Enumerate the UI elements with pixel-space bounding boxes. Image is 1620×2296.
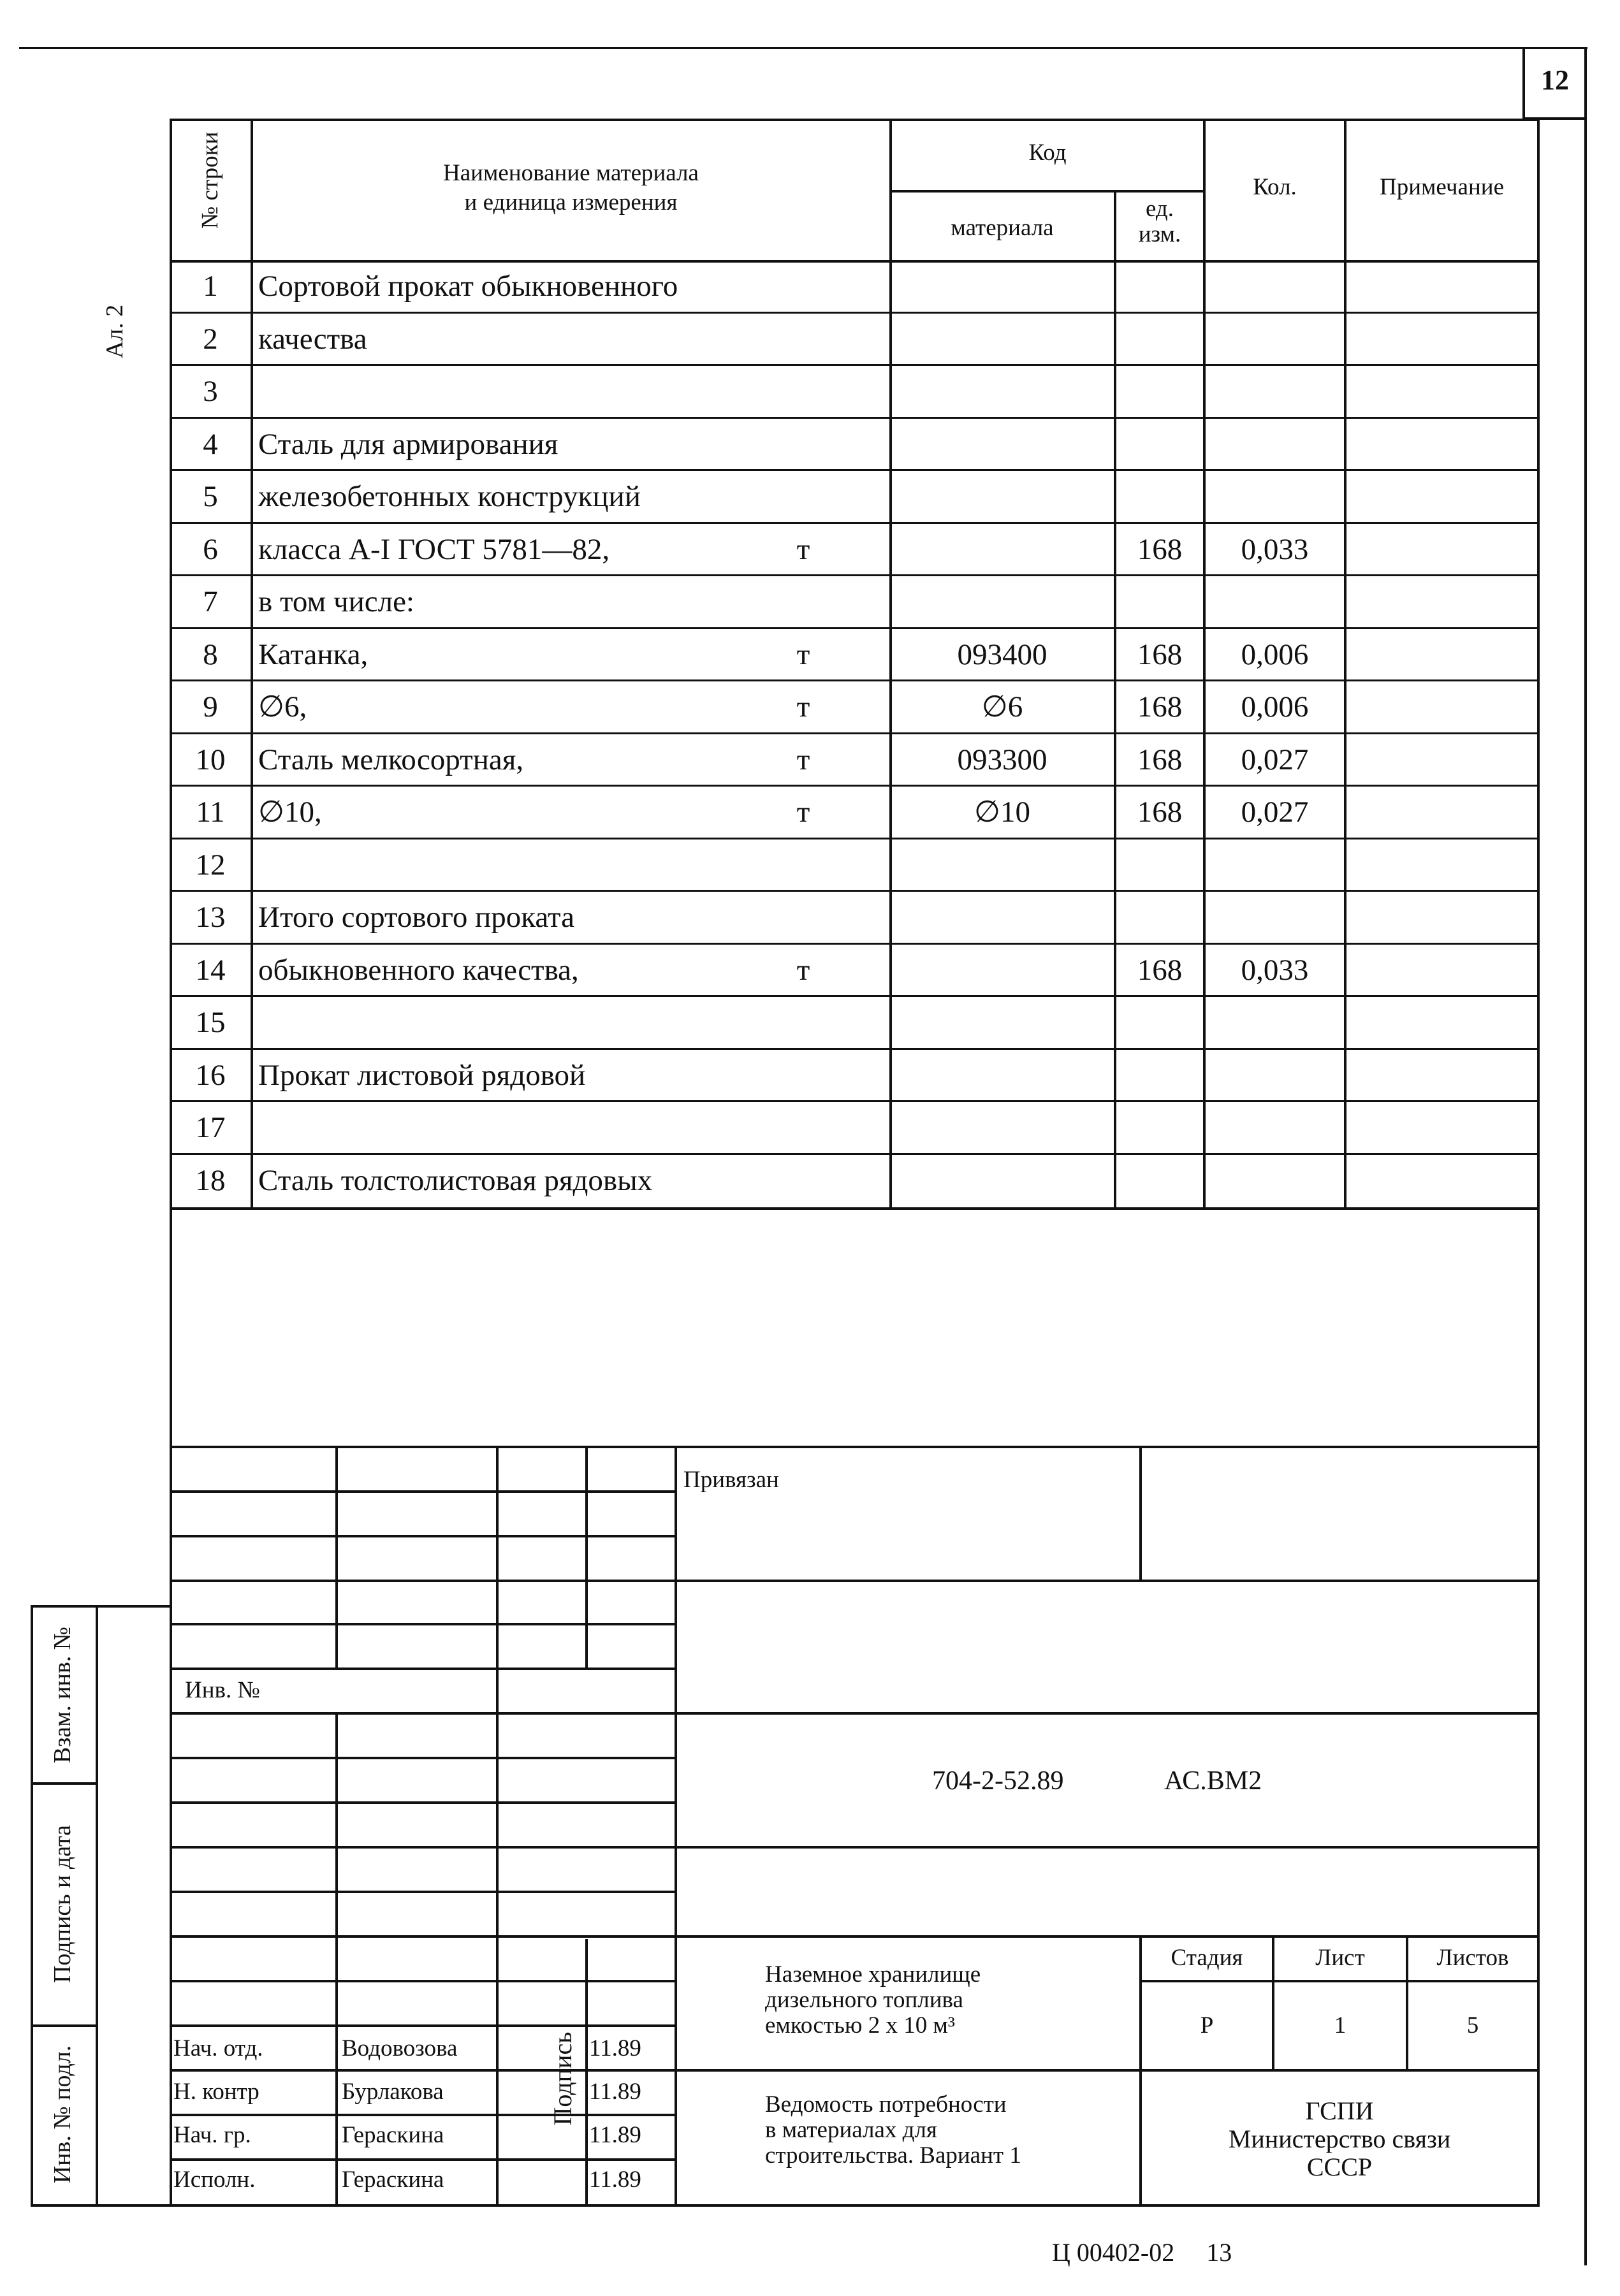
row-name: Сталь толстолистовая рядовых	[258, 1163, 653, 1197]
sheet-value: 1	[1334, 2012, 1346, 2038]
code-sub-line	[889, 190, 1204, 193]
row-number: 4	[203, 427, 218, 461]
row-divider	[170, 1048, 1540, 1050]
stamp-v2b	[496, 1669, 499, 2207]
top-border	[19, 47, 1587, 49]
row-divider	[170, 890, 1540, 892]
signer-role: Н. контр	[173, 2079, 259, 2105]
inv-podl-label: Инв. № подл.	[49, 2045, 76, 2184]
row-name: ∅10,	[258, 796, 322, 829]
row-material-code: 093300	[957, 743, 1047, 776]
row-divider	[170, 943, 1540, 945]
signature-label: Подпись	[548, 2031, 577, 2126]
stamp-v5	[1139, 1446, 1142, 1581]
row-number: 8	[203, 637, 218, 671]
row-unit-code: 168	[1137, 796, 1183, 829]
signer-date: 11.89	[589, 2079, 641, 2105]
row-divider	[170, 679, 1540, 681]
row-number: 10	[195, 743, 226, 776]
row-divider	[170, 312, 1540, 314]
row-divider	[170, 627, 1540, 629]
signer-name: Бурлакова	[342, 2079, 444, 2105]
podpis-label: Подпись и дата	[49, 1824, 76, 1984]
signer-date: 11.89	[589, 2167, 641, 2193]
header-qty: Кол.	[1253, 174, 1297, 200]
doc-mark: АС.ВМ2	[1164, 1766, 1262, 1796]
row-divider	[170, 995, 1540, 997]
org-line1: ГСПИ	[1305, 2096, 1374, 2125]
row-qty: 0,027	[1241, 743, 1309, 776]
header-code-unit-1: ед.	[1145, 196, 1174, 222]
table-right	[1537, 119, 1540, 2207]
row-number: 17	[195, 1111, 226, 1144]
row-divider	[170, 785, 1540, 787]
rows-bottom	[170, 1207, 1540, 1210]
title-line2: в материалах для	[765, 2117, 937, 2143]
row-qty: 0,027	[1241, 796, 1309, 829]
row-divider	[170, 1153, 1540, 1155]
signer-date: 11.89	[589, 2122, 641, 2148]
signer-name: Водовозова	[342, 2035, 458, 2061]
row-divider	[170, 417, 1540, 419]
row-unit: т	[796, 637, 810, 671]
row-number: 18	[195, 1163, 226, 1197]
doc-code: 704-2-52.89	[932, 1766, 1064, 1796]
row-unit-code: 168	[1137, 743, 1183, 776]
header-row-no: № строки	[197, 131, 223, 229]
org-line2: Министерство связи	[1228, 2125, 1451, 2153]
row-material-code: ∅6	[981, 690, 1023, 723]
stamp-v1b	[335, 1712, 338, 2207]
row-number: 11	[196, 796, 225, 829]
row-number: 16	[195, 1058, 226, 1092]
row-unit: т	[796, 743, 810, 776]
row-name: Сортовой прокат обыкновенного	[258, 270, 678, 303]
sheets-label: Листов	[1436, 1945, 1509, 1971]
sheet-label: Лист	[1315, 1945, 1365, 1971]
row-divider	[170, 732, 1540, 734]
row-number: 9	[203, 690, 218, 723]
signer-name: Гераскина	[342, 2122, 444, 2148]
row-material-code: ∅10	[974, 796, 1030, 829]
row-number: 1	[203, 270, 218, 303]
stamp-bottom	[32, 2204, 1540, 2207]
page-number: 12	[1541, 64, 1569, 96]
row-name: железобетонных конструкций	[258, 480, 641, 513]
signer-role: Нач. гр.	[173, 2122, 251, 2148]
stage-label: Стадия	[1171, 1945, 1243, 1971]
row-divider	[170, 574, 1540, 576]
stamp-v3b	[585, 1939, 588, 2207]
row-unit-code: 168	[1137, 690, 1183, 723]
signer-date: 11.89	[589, 2035, 641, 2061]
header-name-line1: Наименование материала	[443, 160, 699, 186]
table-top	[170, 119, 1540, 121]
privyazan-label: Привязан	[683, 1467, 779, 1493]
sheets-value: 5	[1466, 2012, 1479, 2038]
object-line1: Наземное хранилище	[765, 1961, 981, 1987]
row-unit: т	[796, 796, 810, 829]
title-line1: Ведомость потребности	[765, 2091, 1007, 2118]
row-qty: 0,006	[1241, 637, 1309, 671]
row-unit: т	[796, 690, 810, 723]
stamp-v4	[675, 1446, 677, 2207]
row-qty: 0,033	[1241, 953, 1309, 987]
row-number: 7	[203, 585, 218, 618]
row-name: Итого сортового проката	[258, 901, 575, 934]
row-name: класса А-I ГОСТ 5781—82,	[258, 532, 610, 566]
strip-left	[31, 1606, 33, 2207]
row-qty: 0,033	[1241, 532, 1309, 566]
col-line-1	[251, 119, 253, 1209]
row-name: ∅6,	[258, 690, 307, 723]
strip-mid	[96, 1606, 98, 2207]
row-divider	[170, 1100, 1540, 1102]
row-number: 15	[195, 1006, 226, 1039]
row-number: 2	[203, 322, 218, 356]
vzam-label: Взам. инв. №	[49, 1626, 76, 1764]
header-note: Примечание	[1380, 174, 1504, 200]
signer-role: Исполн.	[173, 2167, 256, 2193]
right-border	[1584, 47, 1587, 2265]
signer-role: Нач. отд.	[173, 2035, 263, 2061]
row-number: 5	[203, 480, 218, 513]
footer-code: Ц 00402-02 13	[1052, 2238, 1232, 2267]
row-number: 14	[195, 953, 226, 987]
signer-name: Гераскина	[342, 2167, 444, 2193]
stamp-v3	[585, 1446, 588, 1668]
row-name: качества	[258, 322, 367, 356]
row-material-code: 093400	[957, 637, 1047, 671]
row-name: Сталь мелкосортная,	[258, 743, 524, 776]
header-name-line2: и единица измерения	[464, 189, 678, 215]
stage-value: Р	[1200, 2012, 1214, 2038]
header-code: Код	[1028, 140, 1067, 166]
row-number: 12	[195, 848, 226, 882]
row-number: 6	[203, 532, 218, 566]
object-line3: емкостью 2 х 10 м³	[765, 2012, 955, 2038]
row-unit-code: 168	[1137, 532, 1183, 566]
row-name: обыкновенного качества,	[258, 953, 579, 987]
object-line2: дизельного топлива	[765, 1987, 963, 2013]
row-unit-code: 168	[1137, 953, 1183, 987]
header-code-material: материала	[951, 215, 1054, 241]
stamp-v1	[335, 1446, 338, 1668]
row-name: Сталь для армирования	[258, 427, 558, 461]
row-divider	[170, 469, 1540, 471]
inv-no-label: Инв. №	[185, 1677, 260, 1703]
side-label: Ал. 2	[101, 304, 128, 359]
row-divider	[170, 838, 1540, 839]
header-code-unit-2: изм.	[1138, 221, 1181, 247]
col-line-5	[1344, 119, 1346, 1209]
row-divider	[170, 364, 1540, 366]
row-number: 3	[203, 375, 218, 408]
title-line3: строительства. Вариант 1	[765, 2142, 1021, 2169]
row-name: Прокат листовой рядовой	[258, 1058, 586, 1092]
stamp-top	[170, 1446, 1540, 1448]
row-number: 13	[195, 901, 226, 934]
row-unit: т	[796, 532, 810, 566]
row-unit: т	[796, 953, 810, 987]
row-unit-code: 168	[1137, 637, 1183, 671]
row-name: Катанка,	[258, 637, 369, 671]
row-qty: 0,006	[1241, 690, 1309, 723]
row-name: в том числе:	[258, 585, 414, 618]
row-divider	[170, 522, 1540, 524]
org-line3: СССР	[1306, 2153, 1373, 2181]
stamp-v2	[496, 1446, 499, 1668]
